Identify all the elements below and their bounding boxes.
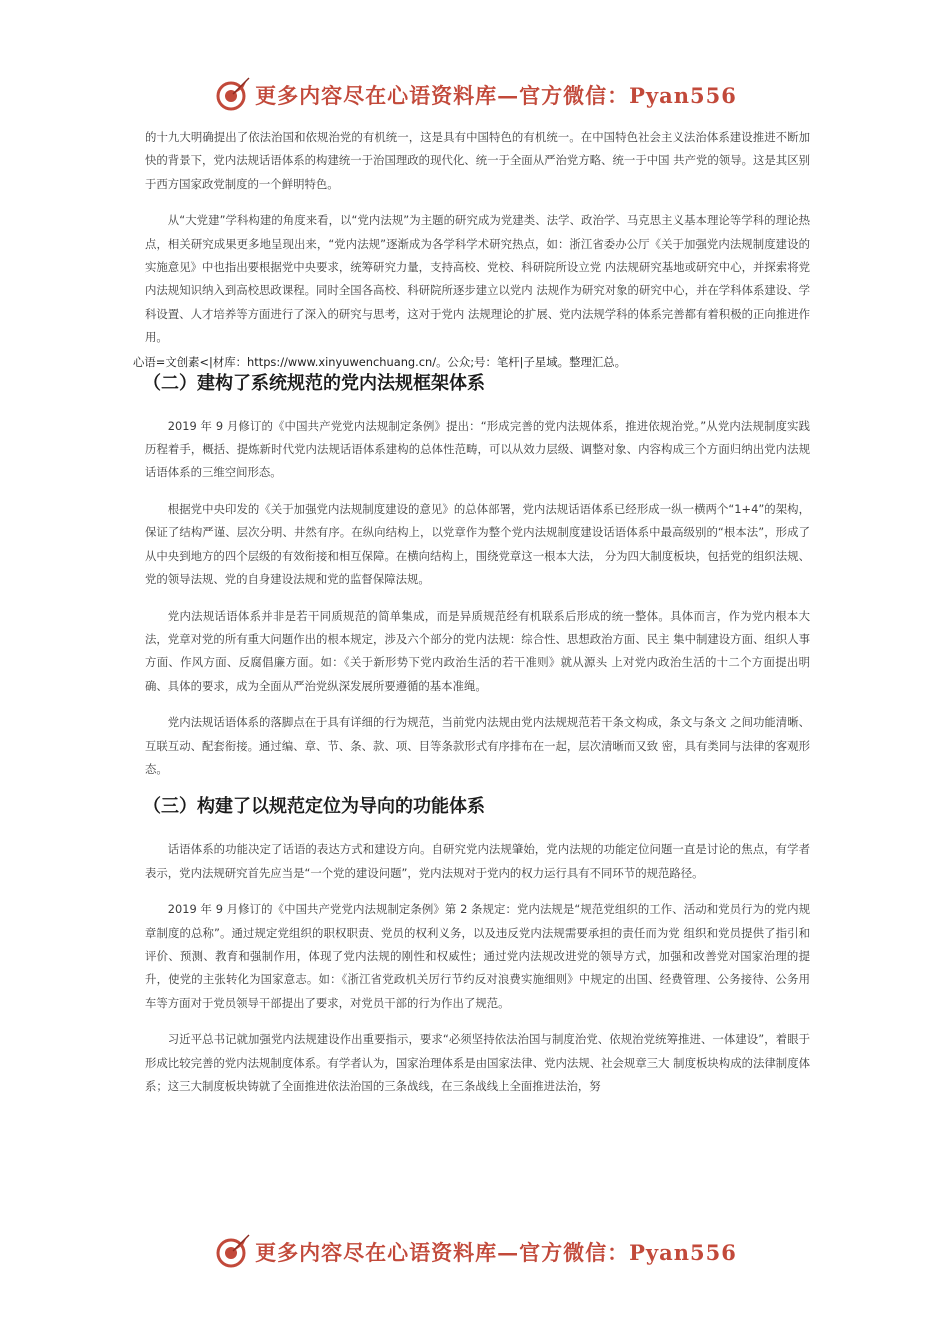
paragraph: 党内法规话语体系的落脚点在于具有详细的行为规范，当前党内法规由党内法规规范若干条文构成，条文与条文 之间功能清晰、互联互动、配套衔接。通过编、章、节、条、款、项、目等条款形式有序排布在一起，层次清晰而又致 密，具有类同与法律的客观形态。: [145, 715, 810, 776]
paragraph: 话语体系的功能决定了话语的表达方式和建设方向。自研究党内法规肇始，党内法规的功能定位问题一直是讨论的焦点，有学者表示，党内法规研究首先应当是“一个党的建设问题”，党内法规对于党内的权力运行具有不同环节的规范路径。: [145, 842, 810, 880]
footer-banner-text: 更多内容尽在心语资料库—官方微信：Pyan556: [255, 1240, 737, 1265]
paragraph: 2019 年 9 月修订的《中国共产党党内法规制定条例》提出：“形成完善的党内法规体系，推进依规治党。”从党内法规制度实践历程着手，概括、提炼新时代党内法规话语体系建构的总体性范畴，可以从效力层级、调整对象、内容构成三个方面归纳出党内法规话语体系的三维空间形态。: [145, 418, 810, 480]
footer-banner: [0, 1230, 950, 1274]
source-note: 心语=文创素<|材库：https://www.xinyuwenchuang.cn/。公众;号：笔杆|子星域。整理汇总。: [133, 354, 627, 369]
paragraph: 根据党中央印发的《关于加强党内法规制度建设的意见》的总体部署，党内法规话语体系已经形成一纵一横两个“1+4”的架构，保证了结构严谨、层次分明、井然有序。在纵向结构上，以党章作为整个党内法规制度建设话语体系中最高级别的“根本法”，形成了从中央到地方的四个层级的有效衔接和相互保障。在横向结构上，围绕党章这一根本大法， 分为四大制度板块，包括党的组织法规、党的领导法规、党的自身建设法规和党的监督保障法规。: [145, 501, 810, 587]
paragraph: 2019 年 9 月修订的《中国共产党党内法规制定条例》第 2 条规定：党内法规是“规范党组织的工作、活动和党员行为的党内规章制度的总称”。通过规定党组织的职权职责、党员的权利义务，以及违反党内法规需要承担的责任而为党 组织和党员提供了指引和评价、预测、教育和强制作用，体现了党内法规的刚性和权威性；通过党内法规改进党的领导方式，加强和改善党对国家治理的提升，使党的主张转化为国家意志。如：《浙江省党政机关厉行节约反对浪费实施细则》中规定的出国、经费管理、公务接待、公务用车等方面对于党员领导干部提出了要求，对党员干部的行为作出了规范。: [145, 902, 810, 1010]
section-heading-2: （二）建构了系统规范的党内法规框架体系: [143, 372, 485, 394]
quill-logo-icon: [213, 75, 253, 115]
paragraph: 从“大党建”学科构建的角度来看，以“党内法规”为主题的研究成为党建类、法学、政治学、马克思主义基本理论等学科的理论热点，相关研究成果更多地呈现出来，“党内法规”逐渐成为各学科学术研究热点，如：浙江省委办公厅《关于加强党内法规制度建设的实施意见》中也指出要根据党中央要求，统筹研究力量，支持高校、党校、科研院所设立党 内法规研究基地或研究中心，并探索将党内法规知识纳入到高校思政课程。同时全国各高校、科研院所逐步建立以党内 法规作为研究对象的研究中心，并在学科体系建设、学科设置、人才培养等方面进行了深入的研究与思考，这对于党内 法规理论的扩展、党内法规学科的体系完善都有着积极的正向推进作用。: [145, 213, 810, 345]
section-heading-3: （三）构建了以规范定位为导向的功能体系: [143, 796, 485, 818]
quill-logo-icon: [213, 1232, 253, 1272]
header-banner-text: 更多内容尽在心语资料库—官方微信：Pyan556: [255, 83, 737, 108]
header-banner: [0, 73, 950, 117]
document-body: [133, 126, 810, 1111]
paragraph: 习近平总书记就加强党内法规建设作出重要指示，要求“必须坚持依法治国与制度治党、依规治党统筹推进、一体建设”，着眼于形成比较完善的党内法规制度体系。有学者认为，国家治理体系是由国家法律、党内法规、社会规章三大 制度板块构成的法律制度体系；这三大制度板块铸就了全面推进依法治国的三条战线，在三条战线上全面推进法治，努: [145, 1032, 810, 1093]
paragraph: 党内法规话语体系并非是若干同质规范的简单集成，而是异质规范经有机联系后形成的统一整体。具体而言，作为党内根本大法，党章对党的所有重大问题作出的根本规定，涉及六个部分的党内法规：综合性、思想政治方面、民主 集中制建设方面、组织人事方面、作风方面、反腐倡廉方面。如：《关于新形势下党内政治生活的若干准则》就从源头 上对党内政治生活的十二个方面提出明确、具体的要求，成为全面从严治党纵深发展所要遵循的基本准绳。: [145, 608, 810, 693]
paragraph: 的十九大明确提出了依法治国和依规治党的有机统一，这是具有中国特色的有机统一。在中国特色社会主义法治体系建设推进不断加快的背景下，党内法规话语体系的构建统一于治国理政的现代化、统一于全面从严治党方略、统一于中国 共产党的领导。这是其区别于西方国家政党制度的一个鲜明特色。: [145, 130, 810, 191]
